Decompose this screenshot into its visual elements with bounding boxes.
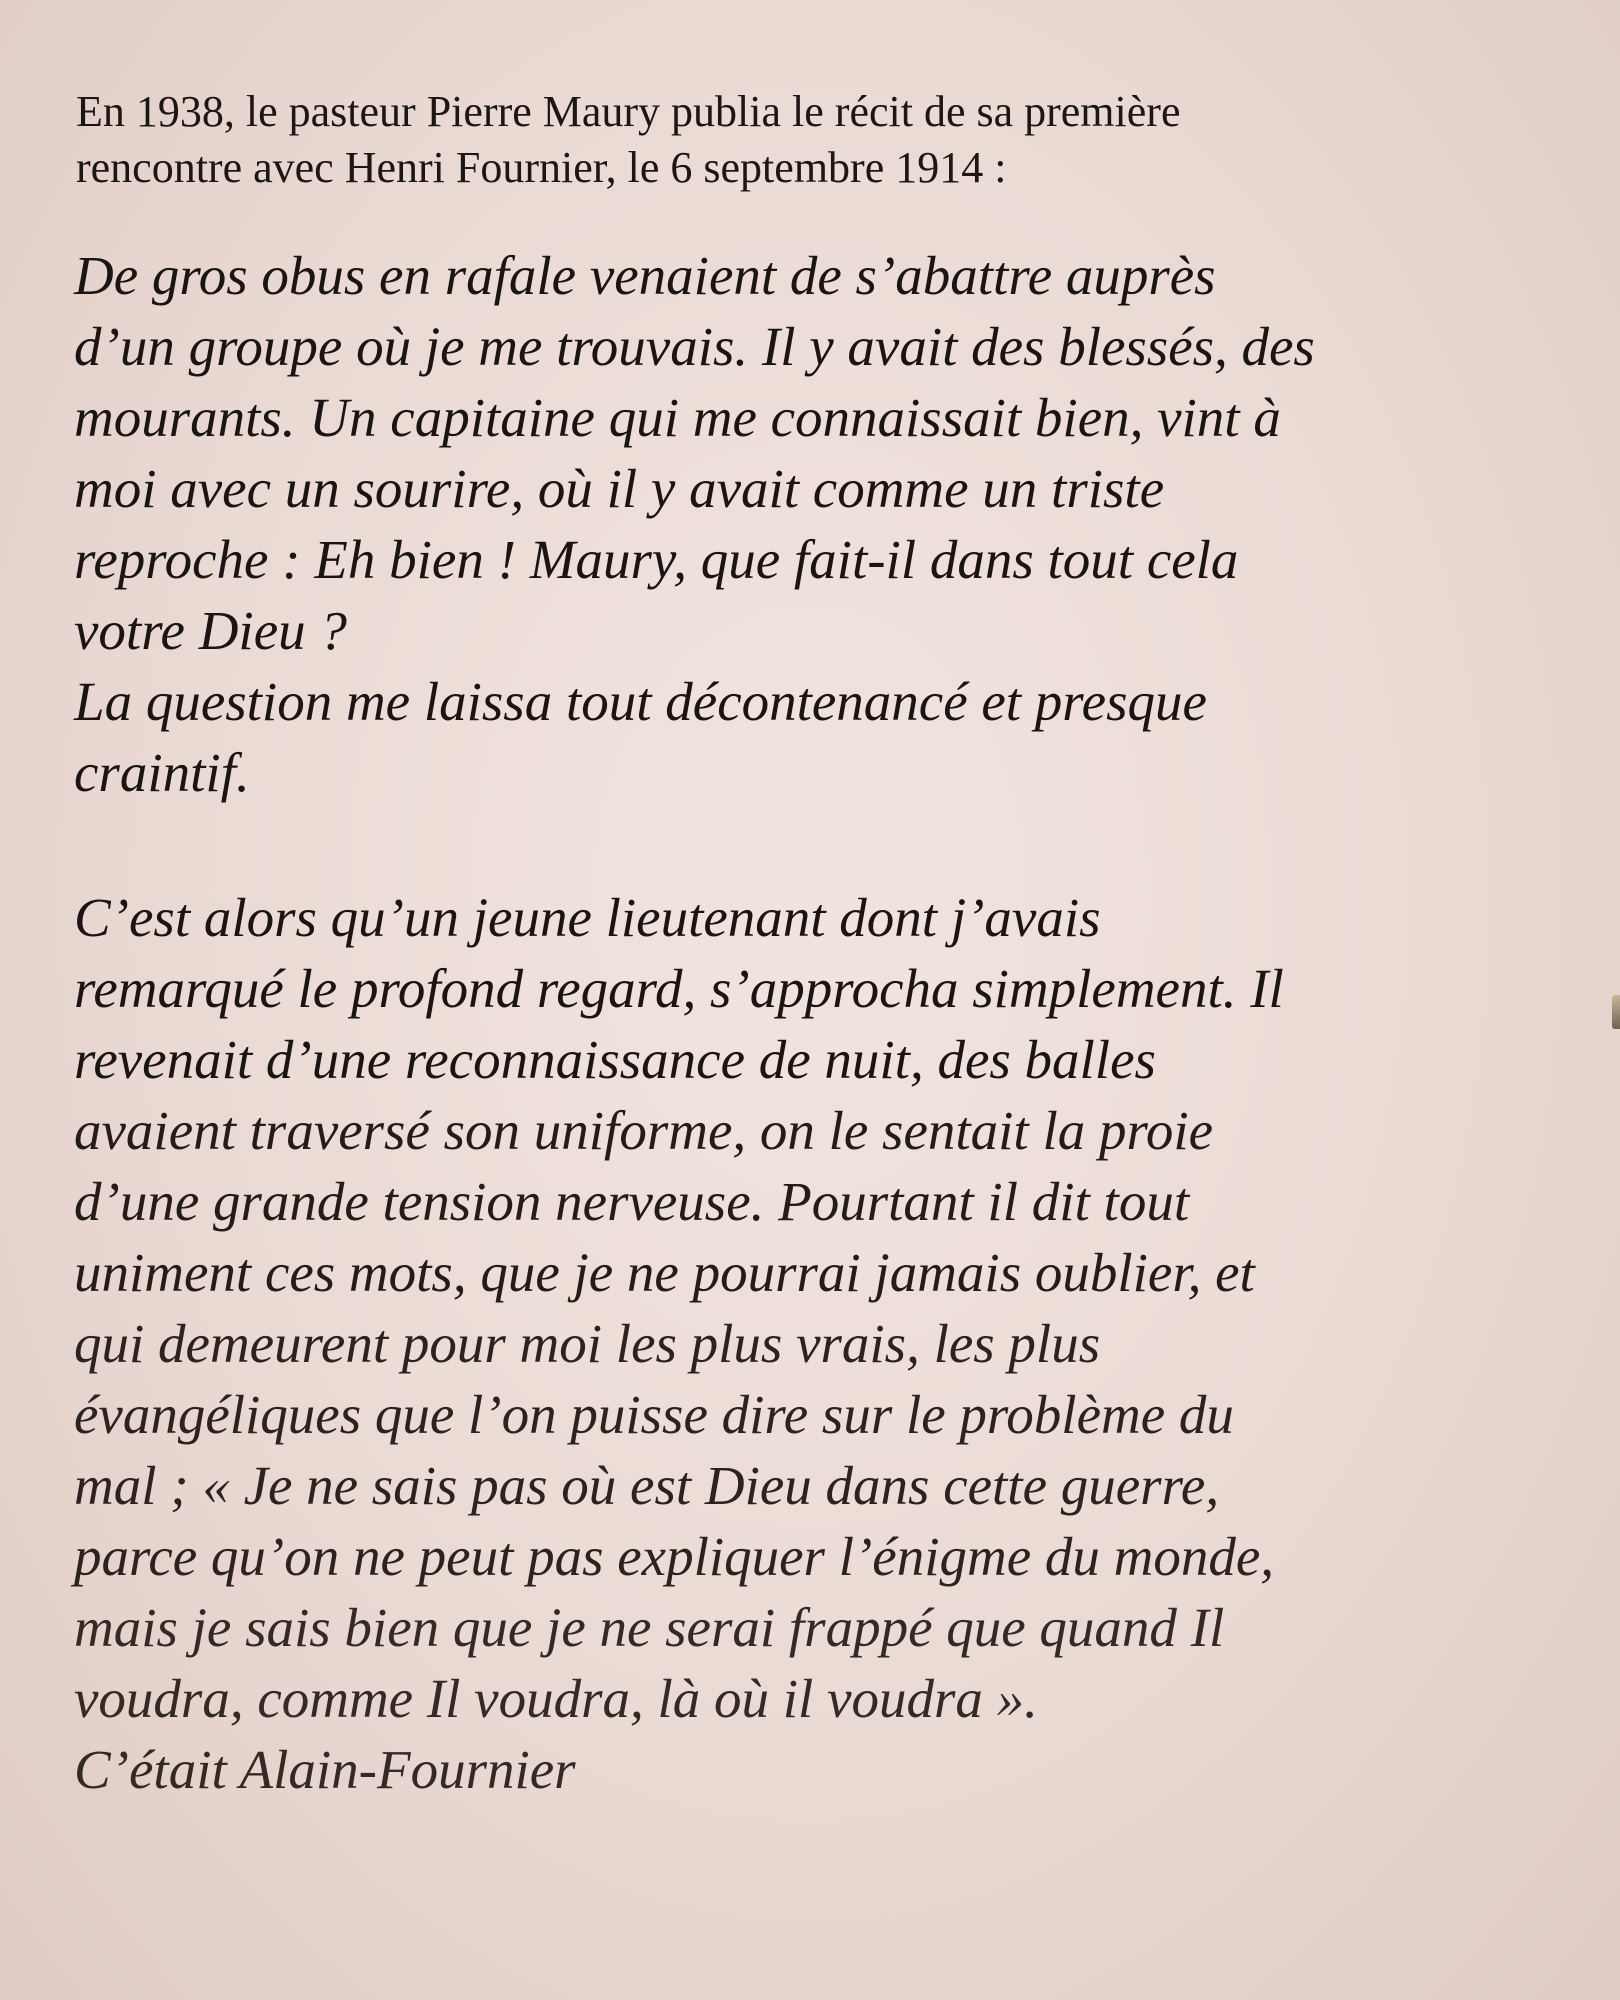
quote-line: d’un groupe où je me trouvais. Il y avait des blessés, des xyxy=(74,316,1315,377)
quote-line: moi avec un sourire, où il y avait comme un triste xyxy=(74,458,1165,519)
signature-line: C’était Alain-Fournier xyxy=(74,1739,576,1800)
quote-line: remarqué le profond regard, s’approcha simplement. Il xyxy=(74,958,1284,1019)
intro-line: En 1938, le pasteur Pierre Maury publia le récit de sa première xyxy=(76,87,1181,136)
quote-line: reproche : Eh bien ! Maury, que fait-il dans tout cela xyxy=(74,529,1239,590)
quote-line: qui demeurent pour moi les plus vrais, les plus xyxy=(74,1313,1101,1374)
quote-line: uniment ces mots, que je ne pourrai jamais oublier, et xyxy=(74,1242,1255,1303)
quote-line: mourants. Un capitaine qui me connaissait bien, vint à xyxy=(74,387,1281,448)
quote-line: évangéliques que l’on puisse dire sur le problème du xyxy=(74,1384,1234,1445)
quote-line: C’est alors qu’un jeune lieutenant dont j’avais xyxy=(74,887,1101,948)
quote-line: De gros obus en rafale venaient de s’abattre auprès xyxy=(74,245,1216,306)
quote-line: votre Dieu ? xyxy=(74,600,347,661)
quote-line: craintif. xyxy=(74,742,250,803)
quote-line: parce qu’on ne peut pas expliquer l’énigme du monde, xyxy=(74,1526,1275,1587)
quote-line: d’une grande tension nerveuse. Pourtant il dit tout xyxy=(74,1171,1190,1232)
intro-line: rencontre avec Henri Fournier, le 6 septembre 1914 : xyxy=(76,143,1007,192)
quote-paragraph-1 xyxy=(74,240,1574,808)
quote-line: revenait d’une reconnaissance de nuit, des balles xyxy=(74,1029,1156,1090)
intro-text xyxy=(76,84,1516,196)
quote-line: voudra, comme Il voudra, là où il voudra ». xyxy=(74,1668,1038,1729)
frame-edge xyxy=(1612,995,1620,1029)
quote-line: mais je sais bien que je ne serai frappé que quand Il xyxy=(74,1597,1225,1658)
quote-line: La question me laissa tout décontenancé et presque xyxy=(74,671,1207,732)
quote-line: avaient traversé son uniforme, on le sentait la proie xyxy=(74,1100,1214,1161)
quote-line: mal ; « Je ne sais pas où est Dieu dans cette guerre, xyxy=(74,1455,1220,1516)
quote-paragraph-2 xyxy=(74,882,1574,1805)
